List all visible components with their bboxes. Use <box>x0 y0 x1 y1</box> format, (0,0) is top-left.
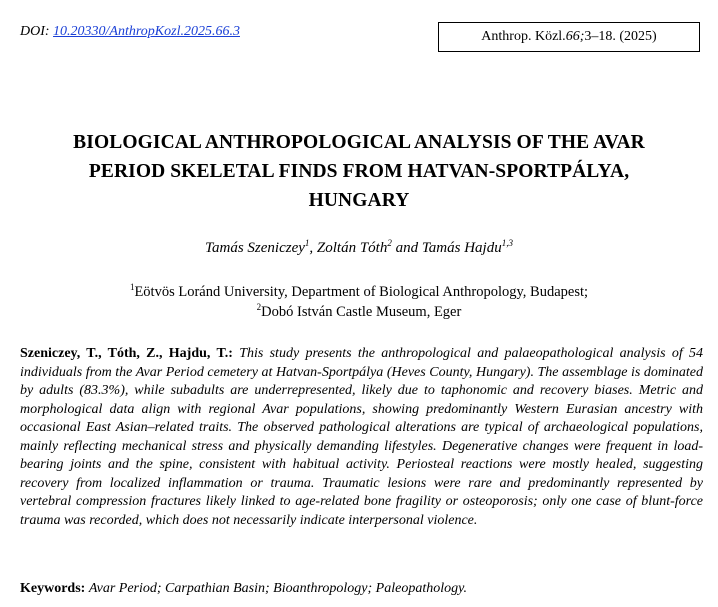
title-line-2: PERIOD SKELETAL FINDS FROM HATVAN-SPORTPÁLYA, <box>88 161 630 182</box>
keywords-label: Keywords: <box>20 581 86 596</box>
abstract <box>20 345 703 530</box>
author-affiliation-mark: 2 <box>387 238 392 248</box>
author-name: Tamás Szeniczey <box>205 240 305 256</box>
author-affiliation-mark: 1 <box>304 238 310 248</box>
abstract-citation: Szeniczey, T., Tóth, Z., Hajdu, T.: <box>20 346 233 361</box>
doi-label: DOI: <box>20 24 54 39</box>
author-name: Tamás Hajdu <box>421 240 502 256</box>
journal-reference-box <box>438 22 700 52</box>
keywords <box>20 581 703 597</box>
doi-link[interactable]: 10.20330/AnthropKozl.2025.66.3 <box>53 24 240 39</box>
affiliation-text: Dobó István Castle Museum, Eger <box>261 304 462 320</box>
author-separator: , <box>309 240 317 256</box>
journal-ref-suffix: 3–18. (2025) <box>584 29 657 44</box>
paper-title <box>0 128 718 215</box>
title-line-1: BIOLOGICAL ANTHROPOLOGICAL ANALYSIS OF THE AVAR <box>73 132 645 153</box>
affiliation-mark: 2 <box>256 302 262 313</box>
affiliation-text: Eötvös Loránd University, Department of Biological Anthropology, Budapest; <box>134 284 589 300</box>
title-line-3: HUNGARY <box>308 190 410 211</box>
doi-line <box>20 24 240 40</box>
keywords-list: Avar Period; Carpathian Basin; Bioanthropology; Paleopathology. <box>88 581 468 596</box>
affiliation-mark: 1 <box>129 282 135 293</box>
affiliations <box>0 282 718 322</box>
author-affiliation-mark: 1,3 <box>501 238 513 248</box>
journal-volume: 66; <box>565 29 585 44</box>
abstract-text: This study presents the anthropological and palaeopathological analysis of 54 individuals from the Avar Period cemetery at Hatvan-Sportpálya (Heves County, Hungary). The assemblage is dominated by adults (83.3%), while subadults are underrepresented, likely due to taphonomic and recovery biases. Metric and morphological data align with regional Avar populations, showing predominantly Western Eurasian ancestry with occasional East Asian–related traits. The observed pathological alterations are typical of archaeological populations, mainly reflecting mechanical stress and physically demanding lifestyles. Degenerative changes were frequent in load-bearing joints and the spine, consistent with habitual activity. Periosteal reactions were mostly healed, suggesting recovery from localized inflammation or trauma. Traumatic lesions were rare and predominantly represented by vertebral compression fractures likely linked to age-related bone fragility or osteoporosis; only one case of blunt-force trauma was recorded, which does not necessarily indicate interpersonal violence. <box>20 346 704 528</box>
journal-ref-prefix: Anthrop. Közl. <box>481 29 566 44</box>
affiliation-1 <box>0 282 718 302</box>
author-name: Zoltán Tóth <box>316 240 388 256</box>
author-list <box>0 240 718 257</box>
author-separator: and <box>391 240 422 256</box>
affiliation-2 <box>0 302 718 322</box>
